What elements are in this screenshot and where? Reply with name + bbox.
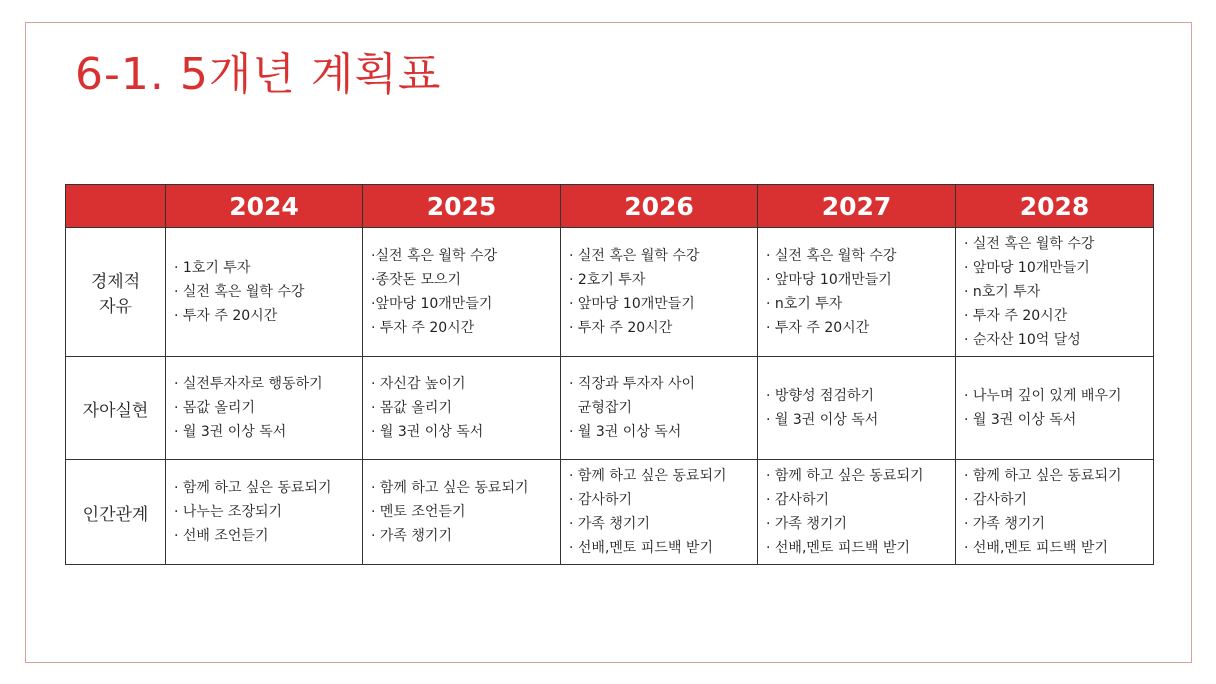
plan-item: · 앞마당 10개만들기 bbox=[766, 272, 892, 288]
plan-item: · 2호기 투자 bbox=[569, 272, 646, 288]
plan-cell-2027 bbox=[758, 357, 956, 460]
plan-cell-2025 bbox=[363, 228, 561, 357]
plan-item: · 실전투자자로 행동하기 bbox=[174, 376, 323, 392]
row-header-label: 경제적 bbox=[90, 272, 141, 292]
plan-item: · 실전 혹은 월학 수강 bbox=[766, 248, 897, 264]
plan-item: · 감사하기 bbox=[569, 492, 632, 508]
plan-item: · 나누며 깊이 있게 배우기 bbox=[964, 388, 1122, 404]
header-row bbox=[66, 185, 1154, 228]
plan-item: · 몸값 올리기 bbox=[174, 400, 255, 416]
year-header-2026: 2026 bbox=[561, 185, 758, 228]
plan-cell-2025 bbox=[363, 460, 561, 565]
plan-item: · 선배 조언듣기 bbox=[174, 528, 269, 544]
plan-item: · 앞마당 10개만들기 bbox=[964, 260, 1090, 276]
plan-cell-2027 bbox=[758, 460, 956, 565]
year-header-2027: 2027 bbox=[758, 185, 956, 228]
plan-item: · 선배,멘토 피드백 받기 bbox=[766, 540, 910, 556]
plan-item: · 직장과 투자자 사이 bbox=[569, 376, 695, 392]
plan-item: · 가족 챙기기 bbox=[766, 516, 847, 532]
plan-cell-2028 bbox=[956, 357, 1154, 460]
plan-item: · n호기 투자 bbox=[964, 284, 1041, 300]
row-header-cell bbox=[66, 228, 166, 357]
plan-item: · 자신감 높이기 bbox=[371, 376, 466, 392]
plan-item: · 선배,멘토 피드백 받기 bbox=[569, 540, 713, 556]
plan-item: · 월 3권 이상 독서 bbox=[964, 412, 1077, 428]
year-header-2025: 2025 bbox=[363, 185, 561, 228]
plan-cell-2026 bbox=[561, 460, 758, 565]
row-header-label: 자아실현 bbox=[82, 400, 149, 421]
plan-item: · 실전 혹은 월학 수강 bbox=[174, 284, 305, 300]
plan-item: · 함께 하고 싶은 동료되기 bbox=[371, 480, 529, 496]
plan-cell-2028 bbox=[956, 460, 1154, 565]
plan-item: 균형잡기 bbox=[569, 400, 632, 416]
plan-item: · 실전 혹은 월학 수강 bbox=[569, 248, 700, 264]
plan-cell-2024 bbox=[166, 460, 363, 565]
plan-item: · 투자 주 20시간 bbox=[174, 308, 278, 324]
plan-cell-2026 bbox=[561, 228, 758, 357]
plan-item: · 실전 혹은 월학 수강 bbox=[964, 236, 1095, 252]
plan-item: · 함께 하고 싶은 동료되기 bbox=[174, 480, 332, 496]
plan-item: · 투자 주 20시간 bbox=[964, 308, 1068, 324]
plan-cell-2027 bbox=[758, 228, 956, 357]
corner-header-cell bbox=[66, 185, 166, 228]
plan-item: · 방향성 점검하기 bbox=[766, 388, 875, 404]
table-row-economic-freedom bbox=[66, 228, 1154, 357]
row-header-cell bbox=[66, 357, 166, 460]
plan-item: ·실전 혹은 월학 수강 bbox=[371, 248, 497, 264]
row-header-cell bbox=[66, 460, 166, 565]
plan-item: · 투자 주 20시간 bbox=[569, 320, 673, 336]
plan-item: · 월 3권 이상 독서 bbox=[569, 424, 682, 440]
plan-item: · 가족 챙기기 bbox=[371, 528, 452, 544]
plan-cell-2025 bbox=[363, 357, 561, 460]
plan-item: · 함께 하고 싶은 동료되기 bbox=[766, 468, 924, 484]
plan-cell-2024 bbox=[166, 357, 363, 460]
table-row-relationships bbox=[66, 460, 1154, 565]
plan-item: · 나누는 조장되기 bbox=[174, 504, 283, 520]
page-title: 6-1. 5개년 계획표 bbox=[75, 49, 442, 100]
year-header-2024: 2024 bbox=[166, 185, 363, 228]
plan-item: · 투자 주 20시간 bbox=[766, 320, 870, 336]
plan-item: · n호기 투자 bbox=[766, 296, 843, 312]
plan-item: · 월 3권 이상 독서 bbox=[174, 424, 287, 440]
year-header-2028: 2028 bbox=[956, 185, 1154, 228]
table-row-self-realization bbox=[66, 357, 1154, 460]
plan-item: · 감사하기 bbox=[766, 492, 829, 508]
plan-item: · 감사하기 bbox=[964, 492, 1027, 508]
plan-item: · 투자 주 20시간 bbox=[371, 320, 475, 336]
plan-item: ·앞마당 10개만들기 bbox=[371, 296, 493, 312]
plan-item: · 1호기 투자 bbox=[174, 260, 251, 276]
plan-item: · 선배,멘토 피드백 받기 bbox=[964, 540, 1108, 556]
plan-item: · 가족 챙기기 bbox=[964, 516, 1045, 532]
plan-item: · 순자산 10억 달성 bbox=[964, 332, 1081, 348]
plan-item: · 가족 챙기기 bbox=[569, 516, 650, 532]
plan-item: · 멘토 조언듣기 bbox=[371, 504, 466, 520]
plan-item: · 월 3권 이상 독서 bbox=[766, 412, 879, 428]
plan-item: · 함께 하고 싶은 동료되기 bbox=[569, 468, 727, 484]
plan-item: · 월 3권 이상 독서 bbox=[371, 424, 484, 440]
plan-cell-2024 bbox=[166, 228, 363, 357]
plan-item: · 앞마당 10개만들기 bbox=[569, 296, 695, 312]
row-header-label: 인간관계 bbox=[82, 504, 149, 525]
five-year-plan-table bbox=[65, 184, 1154, 565]
plan-item: ·종잣돈 모으기 bbox=[371, 272, 462, 288]
row-header-label: 자유 bbox=[99, 297, 132, 317]
plan-item: · 몸값 올리기 bbox=[371, 400, 452, 416]
plan-cell-2028 bbox=[956, 228, 1154, 357]
plan-item: · 함께 하고 싶은 동료되기 bbox=[964, 468, 1122, 484]
plan-cell-2026 bbox=[561, 357, 758, 460]
